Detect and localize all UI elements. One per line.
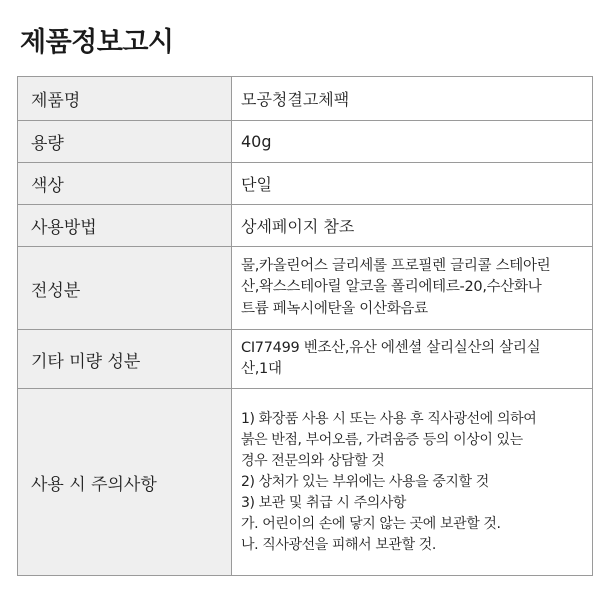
row-value: 40g [232,121,593,163]
row-value [232,389,593,576]
value-line: 나. 직사광선을 피해서 보관할 것. [241,536,436,553]
row-label: 사용방법 [18,205,232,247]
row-label: 사용 시 주의사항 [18,389,232,576]
table-row-usage [18,205,593,247]
value-line: 산,왁스스테아릴 알코올 폴리에테르-20,수산화나 [241,279,542,296]
table-row-ingredients [18,247,593,330]
value-line: CI77499 벤조산,유산 에센셜 살리실산의 살리실 [241,339,541,356]
row-value [232,330,593,389]
value-line: 트륨 페녹시에탄올 이산화음료 [241,300,428,317]
table-row-cautions [18,389,593,576]
value-line: 가. 어린이의 손에 닿지 않는 곳에 보관할 것. [241,515,501,532]
value-line: 산,1대 [241,361,282,377]
value-line: 1) 화장품 사용 시 또는 사용 후 직사광선에 의하여 [241,410,537,427]
table-row-product-name [18,77,593,121]
value-line: 경우 전문의와 상담할 것 [241,452,385,469]
row-value [232,247,593,330]
page-title: 제품정보고시 [20,27,174,58]
row-label: 기타 미량 성분 [18,330,232,389]
table-row-color [18,163,593,205]
row-value: 모공청결고체팩 [232,77,593,121]
row-label: 제품명 [18,77,232,121]
row-label: 용량 [18,121,232,163]
row-label: 색상 [18,163,232,205]
product-info-table [17,76,593,576]
table-row-trace-ingredients [18,330,593,389]
value-line: 물,카올린어스 글리세롤 프로필렌 글리콜 스테아린 [241,257,551,274]
value-line: 붉은 반점, 부어오름, 가려움증 등의 이상이 있는 [241,431,523,448]
row-label: 전성분 [18,247,232,330]
row-value: 단일 [232,163,593,205]
value-line: 2) 상처가 있는 부위에는 사용을 중지할 것 [241,473,489,490]
row-value: 상세페이지 참조 [232,205,593,247]
value-line: 3) 보관 및 취급 시 주의사항 [241,494,407,511]
table-row-capacity [18,121,593,163]
